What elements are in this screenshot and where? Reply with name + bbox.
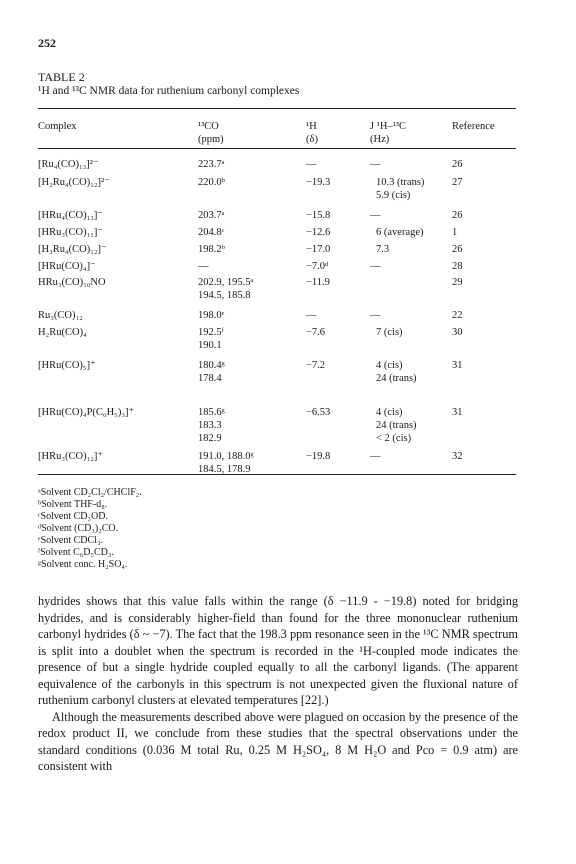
cell-13co: 192.5ᶠ [198,327,224,338]
footnote: ᵃSolvent CD₂Cl₂/CHClF₂. [38,487,142,498]
cell-1h: −7.2 [306,360,326,371]
cell-reference: 1 [452,227,458,238]
cell-complex: [Ru₄(CO)₁₃]²⁻ [38,159,99,170]
cell-13co: 183.3 [198,420,222,431]
cell-13co: 184.5, 178.9 [198,464,251,475]
cell-reference: 32 [452,451,463,462]
footnote: ᶠSolvent C₆D₅CD₃. [38,547,114,558]
col-header-coupling: J ¹H–¹³C (Hz) [370,121,406,145]
cell-coupling: — [370,451,381,462]
cell-complex: [H₃Ru₄(CO)₁₂]⁻ [38,244,107,255]
cell-13co: 203.7ᵃ [198,210,225,221]
cell-complex: [HRu(CO)₄]⁻ [38,261,96,272]
cell-13co: 185.6ᵍ [198,407,225,418]
footnote: ᶜSolvent CD₃OD. [38,511,108,522]
cell-1h: −7.6 [306,327,326,338]
cell-coupling: 6 (average) [376,227,424,238]
cell-13co: 190.1 [198,340,222,351]
cell-reference: 27 [452,177,463,188]
cell-coupling: 24 (trans) [376,373,417,384]
col-header-13co: ¹³CO (ppm) [198,121,224,145]
cell-1h: −19.8 [306,451,331,462]
cell-coupling: — [370,310,381,321]
cell-coupling: 4 (cis) [376,360,403,371]
table-top-rule [38,108,516,109]
cell-reference: 26 [452,244,463,255]
cell-1h: — [306,159,317,170]
cell-13co: 220.0ᵇ [198,177,225,188]
col-header-1h: ¹H (δ) [306,121,318,145]
cell-13co: 198.0ᵉ [198,310,225,321]
cell-reference: 29 [452,277,463,288]
cell-13co: 204.8ᶜ [198,227,225,238]
cell-13co: 194.5, 185.8 [198,290,251,301]
cell-complex: [HRu(CO)₄P(C₆H₅)₃]⁺ [38,407,135,418]
cell-complex: [H₂Ru₄(CO)₁₂]²⁻ [38,177,110,188]
cell-1h: −11.9 [306,277,330,288]
cell-13co: 202.9, 195.5ᵃ [198,277,254,288]
cell-13co: 178.4 [198,373,222,384]
cell-13co: 198.2ᵇ [198,244,225,255]
cell-1h: −17.0 [306,244,331,255]
footnote: ᵈSolvent (CD₃)₂CO. [38,523,119,534]
footnote: ᵉSolvent CDCl₃. [38,535,103,546]
cell-coupling: 7 (cis) [376,327,403,338]
cell-coupling: 7.3 [376,244,390,255]
table-label: TABLE 2 [38,70,85,84]
cell-coupling: < 2 (cis) [376,433,412,444]
body-paragraph: Although the measurements described above were plagued on occasion by the presence of the redox product II, we conclude from these studies that the spectral observations under the standard conditions (0.036 M total Ru, 0.25 M H₂SO₄, 8 M H₂O and Pco = 0.9 atm) are consistent with [38,709,518,773]
cell-coupling: — [370,159,381,170]
cell-1h: −15.8 [306,210,331,221]
cell-reference: 31 [452,360,463,371]
cell-reference: 30 [452,327,463,338]
cell-reference: 31 [452,407,463,418]
footnote: ᵍSolvent conc. H₂SO₄. [38,559,128,570]
cell-1h: −19.3 [306,177,331,188]
cell-reference: 22 [452,310,463,321]
cell-coupling: 10.3 (trans) [376,177,425,188]
body-paragraph: hydrides shows that this value falls within the range (δ −11.9 - −19.8) noted for bridging hydrides, and is considerably higher-field than found for the three mononuclear ruthenium carbonyl hydrides (δ ~ −7). The fact that the 198.3 ppm resonance seen in the ¹³C NMR spectrum is split into a doublet when the spectrum is recorded in the ¹H-coupled mode indicates the presence of but a single hydride coupled equally to all the carbonyl ligands. (The apparent equivalence of the carbonyls in this spectrum is not unexpected given the fluxional nature of ruthenium carbonyl clusters at elevated temperatures [22].) [38,594,518,707]
table-bottom-rule [38,474,516,475]
cell-coupling: — [370,210,381,221]
cell-13co: 180.4ᵍ [198,360,225,371]
footnote: ᵇSolvent THF-d₈. [38,499,108,510]
cell-13co: — [198,261,209,272]
cell-reference: 28 [452,261,463,272]
cell-complex: H₂Ru(CO)₄ [38,327,87,338]
table-caption: ¹H and ¹³C NMR data for ruthenium carbonyl complexes [38,85,300,97]
cell-13co: 223.7ᵃ [198,159,225,170]
cell-13co: 191.0, 188.0ᵍ [198,451,254,462]
cell-reference: 26 [452,159,463,170]
col-header-reference: Reference [452,121,495,132]
cell-coupling: — [370,261,381,272]
cell-complex: [HRu(CO)₅]⁺ [38,360,96,371]
cell-1h: −6.53 [306,407,331,418]
cell-coupling: 5.9 (cis) [376,190,411,201]
cell-1h: — [306,310,317,321]
table-header-rule [38,148,516,149]
table-footnotes [38,487,142,571]
cell-13co: 182.9 [198,433,222,444]
cell-coupling: 24 (trans) [376,420,417,431]
cell-complex: [HRu₄(CO)₁₃]⁻ [38,210,103,221]
page-number: 252 [38,36,56,50]
cell-1h: −12.6 [306,227,331,238]
cell-complex: [HRu₃(CO)₁₂]⁺ [38,451,103,462]
cell-reference: 26 [452,210,463,221]
body-text [38,593,518,775]
cell-complex: Ru₃(CO)₁₂ [38,310,83,321]
cell-1h: −7.0ᵈ [306,261,329,272]
cell-complex: [HRu₃(CO)₁₁]⁻ [38,227,103,238]
col-header-complex: Complex [38,121,77,132]
cell-complex: HRu₃(CO)₁₀NO [38,277,106,288]
cell-coupling: 4 (cis) [376,407,403,418]
